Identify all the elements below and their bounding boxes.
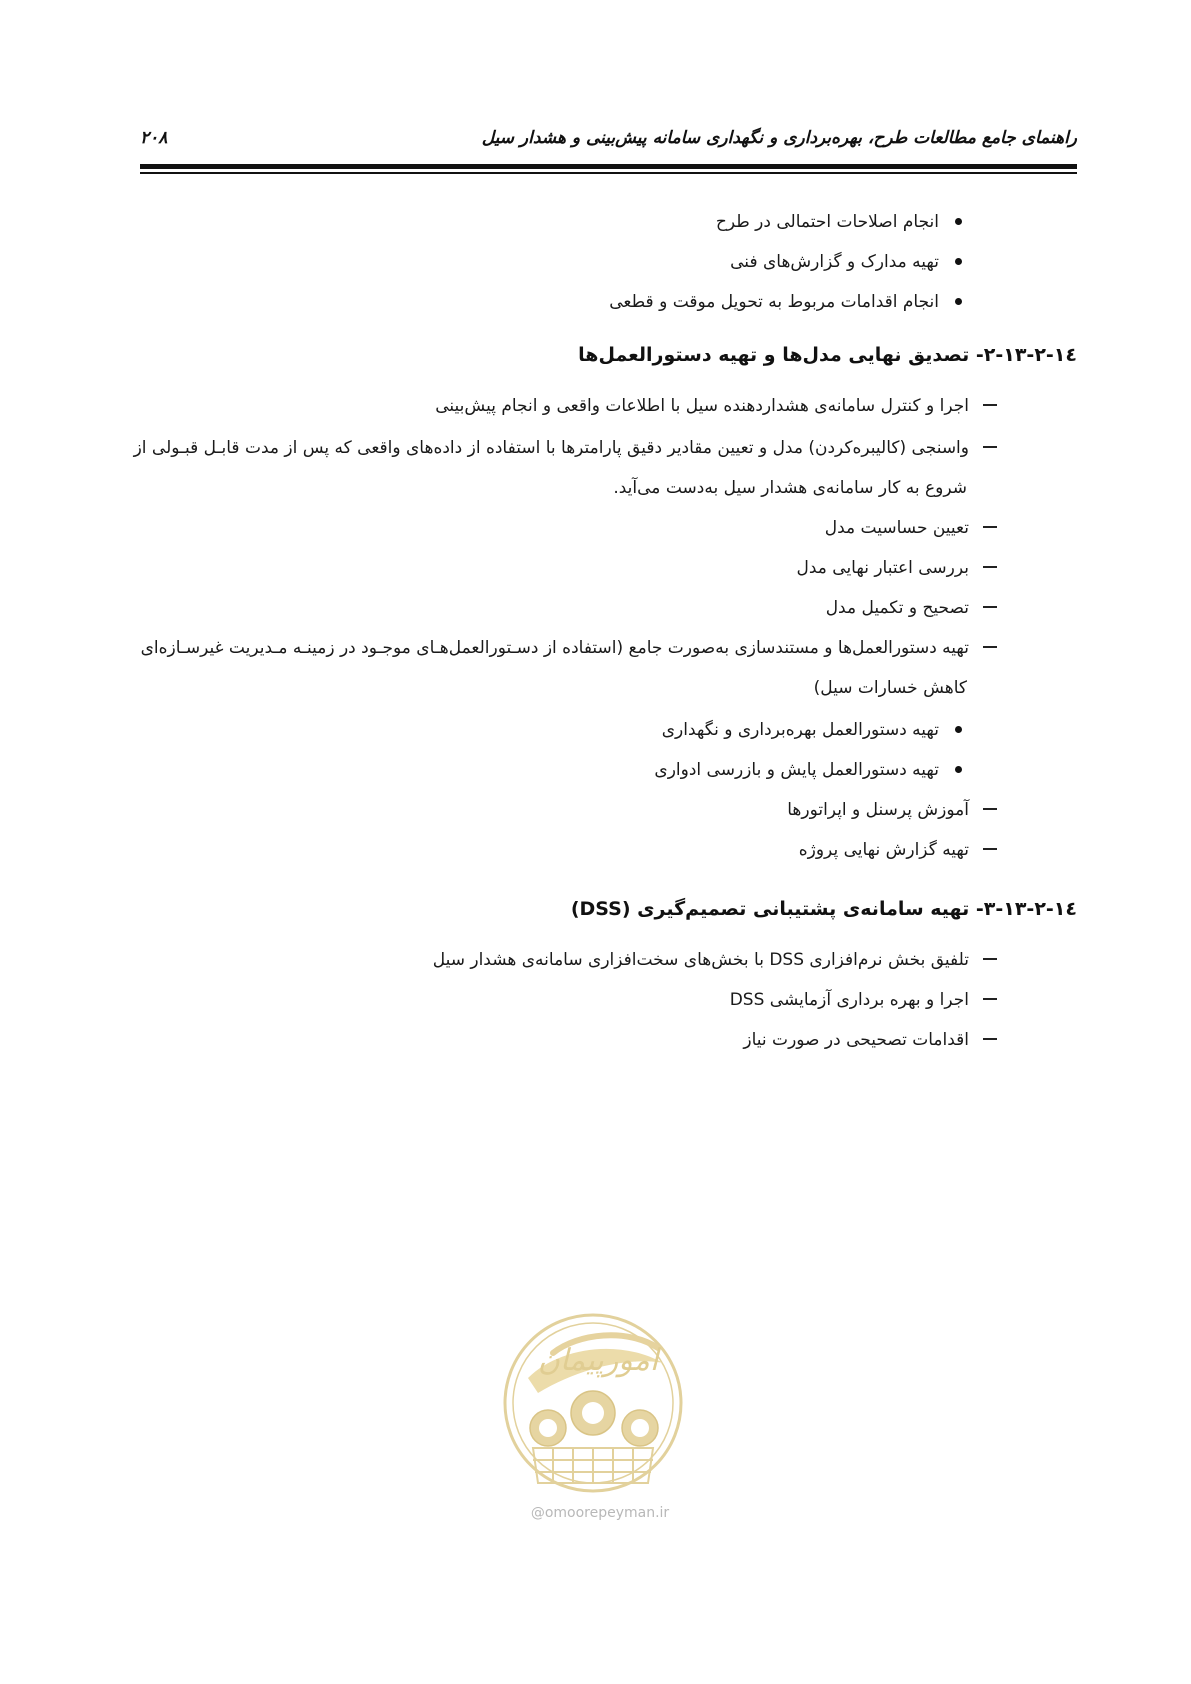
watermark-logo-icon: [498, 1308, 688, 1498]
dash-item-continuation: شروع به کار سامانه‌ی هشدار سیل به‌دست می‌آید.: [613, 478, 967, 498]
dash-icon: [983, 606, 997, 608]
dash-icon: [983, 646, 997, 648]
dash-icon: [983, 808, 997, 810]
dash-item: بررسی اعتبار نهایی مدل: [797, 556, 998, 580]
dash-item: آموزش پرسنل و اپراتورها: [787, 798, 997, 822]
dash-item: اقدامات تصحیحی در صورت نیاز: [743, 1028, 997, 1052]
bullet-icon: [955, 218, 962, 225]
bullet-item: انجام اصلاحات احتمالی در طرح: [716, 210, 962, 234]
header-rule-thin: [140, 172, 1077, 174]
dash-icon: [983, 566, 997, 568]
bullet-icon: [955, 298, 962, 305]
dash-icon: [983, 1038, 997, 1040]
bullet-item: تهیه مدارک و گزارش‌های فنی: [730, 250, 962, 274]
dash-item: تصحیح و تکمیل مدل: [826, 596, 997, 620]
dash-icon: [983, 446, 997, 448]
bullet-icon: [955, 258, 962, 265]
dash-item: اجرا و بهره برداری آزمایشی DSS: [730, 988, 997, 1012]
dash-item: اجرا و کنترل سامانه‌ی هشداردهنده سیل با اطلاعات واقعی و انجام پیش‌بینی: [435, 394, 997, 418]
dash-item-continuation: کاهش خسارات سیل): [813, 678, 967, 698]
dash-icon: [983, 404, 997, 406]
page-header: [140, 118, 1077, 158]
bullet-icon: [955, 766, 962, 773]
bullet-item: تهیه دستورالعمل پایش و بازرسی ادواری: [654, 758, 962, 782]
header-title: راهنمای جامع مطالعات طرح، بهره‌برداری و نگهداری سامانه پیش‌بینی و هشدار سیل: [481, 128, 1077, 148]
dash-item: تهیه گزارش نهایی پروژه: [799, 838, 997, 862]
page-number: ۲۰۸: [140, 128, 168, 148]
dash-icon: [983, 526, 997, 528]
dash-item: واسنجی (کالیبره‌کردن) مدل و تعیین مقادیر دقیق پارامترها با استفاده از داده‌های واقعی که پس از مدت قابـل قبـولی از: [134, 436, 997, 460]
dash-icon: [983, 998, 997, 1000]
dash-item: تلفیق بخش نرم‌افزاری DSS با بخش‌های سخت‌افزاری سامانه‌ی هشدار سیل: [433, 948, 997, 972]
bullet-icon: [955, 726, 962, 733]
dash-item: تهیه دستورالعمل‌ها و مستندسازی به‌صورت جامع (استفاده از دسـتورالعمل‌هـای موجـود در زمینـه مـدیریت غیرسـازه‌ای: [141, 636, 997, 660]
dash-icon: [983, 848, 997, 850]
section-heading: ۱۳-۲-۱٤-۲- تصدیق نهایی مدل‌ها و تهیه دستورالعمل‌ها: [578, 344, 1077, 366]
logo-calligraphy: امورپیمان: [537, 1343, 659, 1378]
bullet-item: تهیه دستورالعمل بهره‌برداری و نگهداری: [662, 718, 962, 742]
watermark-caption: @omoorepeyman.ir: [530, 1505, 670, 1521]
header-rule: [140, 164, 1077, 169]
dash-icon: [983, 958, 997, 960]
dash-item: تعیین حساسیت مدل: [825, 516, 997, 540]
section-heading: ۱۳-۲-۱٤-۳- تهیه سامانه‌ی پشتیبانی تصمیم‌گیری (DSS): [570, 898, 1077, 920]
bullet-item: انجام اقدامات مربوط به تحویل موقت و قطعی: [609, 290, 962, 314]
